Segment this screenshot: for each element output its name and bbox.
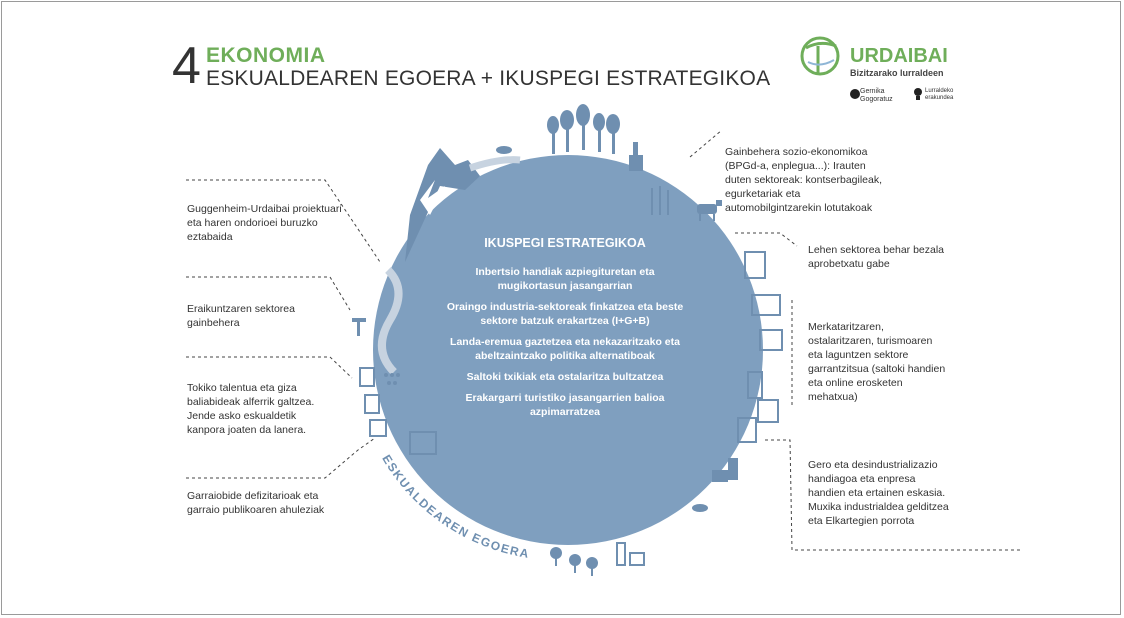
sponsor-lurraldeko: Lurraldeko erakundea xyxy=(925,88,954,101)
church-icon xyxy=(629,142,643,171)
note-right-2: Lehen sektorea behar bezala aprobetxatu gabe xyxy=(808,244,945,270)
fish-bottom-icon xyxy=(692,504,708,512)
trees-bottom-icon xyxy=(550,547,598,576)
logo-tagline: Bizitzarako lurraldeen xyxy=(850,68,944,78)
note-left-2: Eraikuntzaren sektorea gainbehera xyxy=(187,303,295,329)
note-right-1: Gainbehera sozio-ekonomikoa (BPGd-a, enplegua...): Irauten duten sektoreak: kontserbagileak, egurketariak eta automobilgintzarekin lotutakoak xyxy=(725,146,883,214)
leader-left-3 xyxy=(186,357,352,378)
note-left-1: Guggenheim-Urdaibai proiektuari eta haren ondorioei buruzko eztabaida xyxy=(187,203,342,243)
arc-label-path: ESKUALDEAREN EGOERA xyxy=(379,452,532,562)
strategy-item: Oraingo industria-sektoreak finkatzea eta beste sektore batzuk erakartzea (I+G+B) xyxy=(446,301,684,327)
strategy-item: Inbertsio handiak azpiegituretan eta mugikortasun jasangarrian xyxy=(475,266,655,292)
strategy-heading: IKUSPEGI ESTRATEGIKOA xyxy=(484,236,646,250)
section-number: 4 xyxy=(172,37,201,95)
strategy-content xyxy=(400,236,730,426)
leader-left-4 xyxy=(186,438,375,478)
section-title: EKONOMIA xyxy=(206,44,326,67)
fish-icon xyxy=(496,146,512,154)
section-subtitle: ESKUALDEAREN EGOERA + IKUSPEGI ESTRATEGIKOA xyxy=(206,67,771,90)
note-right-3: Merkataritzaren, ostalaritzaren, turismoaren eta laguntzen sektore garrantzitsua (saltoki handien eta online erosketen mehatxua) xyxy=(808,321,946,403)
note-left-4: Garraiobide defizitarioak eta garraio publikoaren ahuleziak xyxy=(187,490,325,516)
oil-pump-icon xyxy=(352,318,366,336)
logo-name: URDAIBAI xyxy=(850,45,948,67)
strategy-item: Landa-eremua gaztetzea eta nekazaritzako eta abeltzaintzako politika alternatiboak xyxy=(450,336,680,362)
sponsor-gernika: Gernika Gogoratuz xyxy=(860,88,893,103)
strategy-item: Saltoki txikiak eta ostalaritza bultzatzea xyxy=(466,371,664,383)
strategy-item: Erakargarri turistiko jasangarrien balioa azpimarratzea xyxy=(465,392,665,418)
note-right-4: Gero eta desindustrializazio handiagoa eta enpresa handien eta ertainen eskasia. Muxika industrialdea gelditzea eta Elkartegien porrota xyxy=(808,459,949,527)
note-left-3: Tokiko talentua eta giza baliabideak alferrik galtzea. Jende asko eskualdetik kanpora joaten da lanera. xyxy=(187,382,315,436)
urdaibai-logo xyxy=(798,36,958,116)
leader-right-2 xyxy=(735,233,797,246)
trees-top-icon xyxy=(547,104,620,154)
lighthouse-icon xyxy=(617,543,644,565)
leader-right-1 xyxy=(690,130,722,157)
